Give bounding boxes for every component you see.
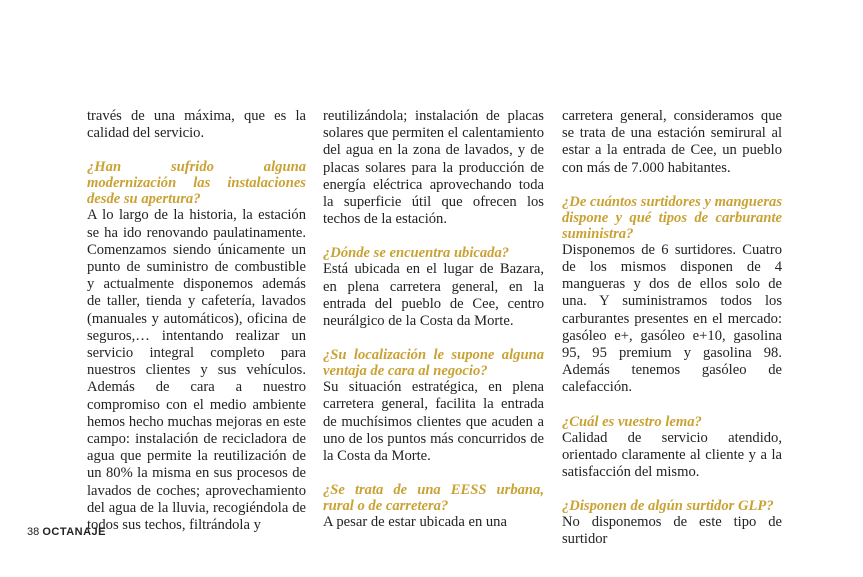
column-3 (562, 108, 782, 549)
paragraph: A lo largo de la historia, la estación se ha ido renovando paulatinamente. Comenzamos siendo únicamente un punto de suministro de combustible y actualmente disponemos además de taller, tienda y cafetería, lavados (manuales y automáticos), oficina de seguros,… intentando realizar un servicio integral completo para nuestros clientes y sus vehículos. Además de cara a nuestro compromiso con el medio ambiente hemos hecho muchas mejoras en este campo: instalación de recicladora de agua que permite la reutilización de un 80% la misma en sus procesos de lavados de coches; aprovechamiento del agua de la lluvia, recogiéndola de todos sus techos, filtrándola y (87, 207, 306, 534)
column-1 (87, 108, 306, 534)
page-folio (27, 526, 106, 538)
paragraph: Está ubicada en el lugar de Bazara, en plena carretera general, en la entrada del pueblo de Cee, centro neurálgico de la Costa da Morte. (323, 261, 544, 330)
paragraph: través de una máxima, que es la calidad del servicio. (87, 108, 306, 142)
question-heading: ¿Se trata de una EESS urbana, rural o de carretera? (323, 482, 544, 515)
page-number: 38 (27, 526, 40, 538)
magazine-name: OCTANAJE (42, 526, 107, 538)
paragraph: carretera general, consideramos que se trata de una estación semirural al estar a la entrada de Cee, un pueblo con más de 7.000 habitantes. (562, 108, 782, 176)
paragraph: Su situación estratégica, en plena carretera general, facilita la entrada de muchísimos clientes que acuden a uno de los puntos más concurridos de la Costa da Morte. (323, 379, 544, 465)
question-heading: ¿Su localización le supone alguna ventaja de cara al negocio? (323, 347, 544, 380)
question-heading: ¿Disponen de algún surtidor GLP? (562, 498, 774, 515)
column-2 (323, 108, 544, 531)
paragraph: reutilizándola; instalación de placas solares que permiten el calentamiento del agua en la zona de lavados, y de placas solares para la producción de energía eléctrica aprovechando toda la superficie útil que ofrecen los techos de la estación. (323, 108, 544, 228)
paragraph: Calidad de servicio atendido, orientado claramente al cliente y a la satisfacción del mismo. (562, 429, 782, 481)
paragraph: Disponemos de 6 surtidores. Cuatro de los mismos disponen de 4 mangueras y dos de ellos solo de una. Y suministramos todos los carburantes presentes en el mercado: gasóleo e+, gasóleo e+10, gasolina 95, 95 premium y gasolina 98. Además tenemos gasóleo de calefacción. (562, 241, 782, 396)
question-heading: ¿Han sufrido alguna modernización las instalaciones desde su apertura? (87, 159, 306, 208)
question-heading: ¿Dónde se encuentra ubicada? (323, 245, 510, 262)
paragraph: No disponemos de este tipo de surtidor (562, 514, 782, 548)
paragraph: A pesar de estar ubicada en una (323, 514, 507, 531)
question-heading: ¿De cuántos surtidores y mangueras dispone y qué tipos de carburante suministra? (562, 193, 782, 242)
question-heading: ¿Cuál es vuestro lema? (562, 413, 702, 430)
